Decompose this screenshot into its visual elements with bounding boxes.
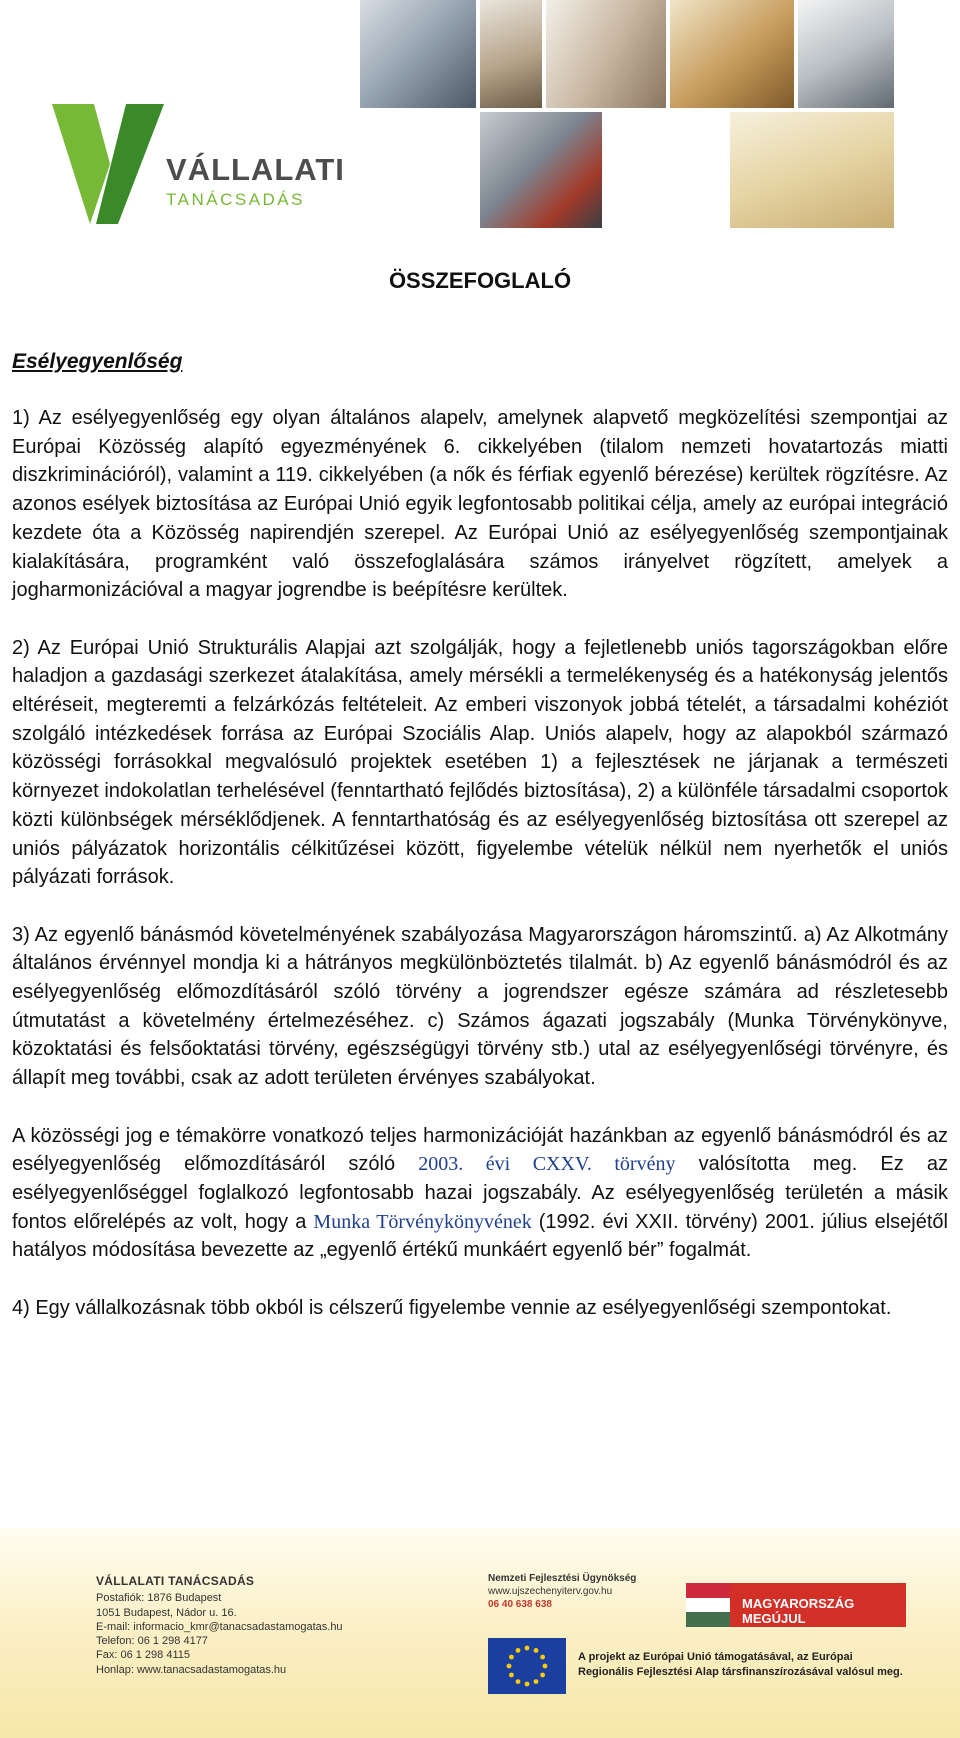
contact-address: 1051 Budapest, Nádor u. 16. bbox=[96, 1606, 237, 1619]
paragraph-4-text-c: (1992. évi XXII. törvény) 2001. július elsejétől hatályos módosítása bevezette az „egyenlő értékű munkáért egyenlő bér” fogalmát. bbox=[12, 1210, 948, 1262]
contact-po-box: Postafiók: 1876 Budapest bbox=[96, 1592, 222, 1605]
photo-technician bbox=[480, 112, 602, 228]
eu-funding-note-line-1: A projekt az Európai Unió támogatásával, az Európai bbox=[578, 1651, 853, 1663]
paragraph-1: 1) Az esélyegyenlőség egy olyan általános alapelv, amelynek alapvető megközelítési szempontjai az Európai Közösség alapító egyezményének 6. cikkelyében (tilalom nemzeti hovatartozás miatti diszkriminációról), valamint a 119. cikkelyében (a nők és férfiak egyenlő bérezése) kerültek rögzítésre. Az azonos esélyek biztosítása az Európai Unió egyik legfontosabb politikai célja, amely az európai integráció kezdete óta a Közösség napirendjén szerepel. Az Európai Unió az esélyegyenlőség szempontjainak kialakítására, programként való összefoglalására számos irányelvet rögzített, amelyek a jogharmonizációval a magyar jogrendbe is beépítésre kerültek. bbox=[12, 407, 948, 602]
hungarian-flag-icon bbox=[686, 1583, 730, 1627]
company-logo bbox=[52, 100, 372, 240]
contact-phone: Telefon: 06 1 298 4177 bbox=[96, 1635, 208, 1648]
law-reference-2003-cxxv: 2003. évi CXXV. törvény bbox=[418, 1153, 676, 1176]
magyarorszag-megujul-banner bbox=[686, 1583, 906, 1627]
eu-flag-icon bbox=[488, 1638, 566, 1694]
eu-funding-note-line-2: Regionális Fejlesztési Alap társfinanszírozásával valósul meg. bbox=[578, 1666, 903, 1678]
document-body bbox=[12, 404, 948, 1351]
page-footer bbox=[0, 1528, 960, 1738]
agency-info bbox=[488, 1572, 636, 1611]
paragraph-2: 2) Az Európai Unió Strukturális Alapjai azt szolgálják, hogy a fejletlenebb uniós tagországokban előre haladjon a gazdasági szerkezet átalakítása, amely mérsékli a termelékenység és a hatékonyság jelentős eltéréseit, megteremti a felzárkózás feltételeit. Az emberi viszonyok jobbá tételét, a társadalmi kohéziót szolgáló intézkedések forrása az Európai Szociális Alap. Uniós alapelv, hogy az alapokból származó közösségi forrásokkal megvalósuló projektek esetében 1) a fejlesztések ne járjanak a természeti környezet indokolatlan terhelésével (fenntartható fejlődés biztosítása), 2) a különféle társadalmi csoportok közti különbségek mérséklődjenek. A fenntarthatóság és az esélyegyenlőség biztosítása ott szerepel az uniós pályázatok horizontális célkitűzései között, figyelembe vételük nélkül nem nyerhetők el uniós pályázati források. bbox=[12, 636, 948, 889]
company-contact bbox=[96, 1574, 343, 1677]
agency-name: Nemzeti Fejlesztési Ügynökség bbox=[488, 1573, 637, 1584]
paragraph-4-text-b: valósította meg. Ez az esélyegyenlőséggel foglalkozó legfontosabb hazai jogszabály. Az esélyegyenlőség területén a másik fontos előrelépés az volt, hogy a bbox=[12, 1153, 948, 1233]
eu-funding-note bbox=[578, 1650, 903, 1680]
photo-business-meeting bbox=[360, 0, 476, 108]
logo-brand-text: VÁLLALATI bbox=[166, 152, 345, 187]
logo-sub-text: TANÁCSADÁS bbox=[166, 190, 305, 209]
contact-email: E-mail: informacio_kmr@tanacsadastamogatas.hu bbox=[96, 1620, 343, 1633]
photo-technical-drawing bbox=[730, 112, 894, 228]
law-reference-munka-torvenykonyve: Munka Törvénykönyvének bbox=[313, 1210, 532, 1233]
banner-text: MAGYARORSZÁG MEGÚJUL bbox=[742, 1596, 855, 1626]
company-name: VÁLLALATI TANÁCSADÁS bbox=[96, 1574, 255, 1588]
paragraph-4-text-a: A közösségi jog e témakörre vonatkozó teljes harmonizációját hazánkban az egyenlő bánásmódról és az esélyegyenlőség előmozdításáról szóló bbox=[12, 1124, 948, 1176]
page-header bbox=[0, 0, 960, 240]
section-heading: Esélyegyenlőség bbox=[12, 350, 183, 373]
photo-classroom bbox=[670, 0, 794, 108]
photo-women-laptop bbox=[546, 0, 666, 108]
agency-phone: 06 40 638 638 bbox=[488, 1599, 552, 1610]
paragraph-4 bbox=[12, 1122, 948, 1266]
photo-lab-microscope bbox=[798, 0, 894, 108]
paragraph-5: 4) Egy vállalkozásnak több okból is célszerű figyelembe vennie az esélyegyenlőségi szempontokat. bbox=[12, 1296, 892, 1319]
paragraph-3: 3) Az egyenlő bánásmód követelményének szabályozása Magyarországon háromszintű. a) Az Alkotmány általános érvénnyel mondja ki a hátrányos megkülönböztetés tilalmát. b) Az egyenlő bánásmódról és az esélyegyenlőség előmozdításáról szóló törvény a jogrendszer egésze számára ad részletesebb útmutatást a követelmény értelmezéséhez. c) Számos ágazati jogszabály (Munka Törvénykönyve, közoktatási és felsőoktatási törvény, egészségügyi törvény stb.) utal az esélyegyenlőségi törvényre, és állapít meg további, csak az adott területen érvényes szabályokat. bbox=[12, 923, 948, 1090]
document-title: ÖSSZEFOGLALÓ bbox=[388, 268, 572, 293]
contact-website: Honlap: www.tanacsadastamogatas.hu bbox=[96, 1663, 287, 1676]
contact-fax: Fax: 06 1 298 4115 bbox=[96, 1649, 190, 1662]
agency-web: www.ujszechenyiterv.gov.hu bbox=[488, 1586, 613, 1597]
header-photo-collage bbox=[360, 0, 960, 230]
photo-students bbox=[480, 0, 542, 108]
